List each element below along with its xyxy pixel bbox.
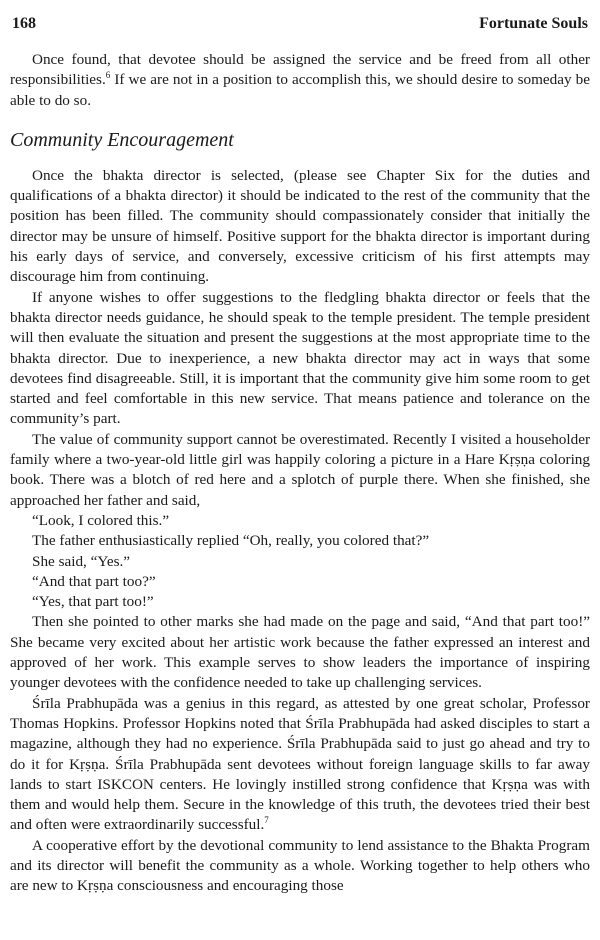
section-heading: Community Encouragement [10, 128, 234, 151]
body-paragraph: Once the bhakta director is selected, (please see Chapter Six for the duties and qualifications of a bhakta director) it should be indicated to the rest of the community that the position has been filled. The community should compassionately consider that initially the director may be unsure of himself. Positive support for the bhakta director is important during his early days of service, and conversely, excessive criticism of his first attempts may discourage him from continuing. [10, 166, 590, 286]
intro-paragraph [10, 50, 590, 111]
body-paragraph-text: Śrīla Prabhupāda was a genius in this regard, as attested by one great scholar, Professor Thomas Hopkins. Professor Hopkins noted that Śrīla Prabhupāda had asked disciples to start a magazine, although they had no experience. Śrīla Prabhupāda said to just go ahead and try to do it for Kṛṣṇa. Śrīla Prabhupāda sent devotees without foreign language skills to far away lands to start ISKCON centers. He lovingly instilled strong confidence that Kṛṣṇa was with them and would help them. Secure in the knowledge of this truth, the devotees tried their best and often were extraordinarily successful. [10, 694, 590, 834]
body-paragraph: If anyone wishes to offer suggestions to the fledgling bhakta director or feels that the bhakta director needs guidance, he should speak to the temple president. The temple president will then evaluate the situation and present the suggestions at the most appropriate time to the bhakta director. Due to inexperience, a new bhakta director may act in ways that some devotees find disagreeable. Still, it is important that the community give him some room to get started and feel comfortable in this new service. That means patience and tolerance on the community’s part. [10, 288, 590, 428]
body-paragraph [10, 694, 590, 836]
page-number: 168 [12, 15, 36, 32]
dialogue-line: “Look, I colored this.” [32, 511, 170, 529]
dialogue-line: “And that part too?” [32, 572, 156, 590]
footnote-marker: 7 [264, 815, 269, 826]
intro-text: Once found, that devotee should be assigned the service and be freed from all other responsibilities. [10, 51, 590, 89]
body-paragraph: A cooperative effort by the devotional community to lend assistance to the Bhakta Program and its director will benefit the community as a whole. Working together to help others who are new to Kṛṣṇa consciousness and encouraging those [10, 836, 590, 895]
running-header [10, 14, 590, 34]
dialogue-line: “Yes, that part too!” [32, 593, 154, 611]
intro-text-continued: If we are not in a position to accomplish this, we should desire to someday be able to do so. [10, 71, 590, 109]
dialogue-line: The father enthusiastically replied “Oh, really, you colored that?” [32, 532, 430, 550]
dialogue-line: She said, “Yes.” [32, 552, 131, 570]
body-paragraph: The value of community support cannot be overestimated. Recently I visited a householder family where a two-year-old little girl was happily coloring a picture in a Hare Kṛṣṇa coloring book. There was a blotch of red here and a splotch of purple there. When she finished, she approached her father and said, [10, 430, 590, 509]
body-paragraph: Then she pointed to other marks she had made on the page and said, “And that part too!” She became very excited about her artistic work because the father expressed an interest and approved of her work. This example serves to show leaders the importance of inspiring younger devotees with the confidence needed to take up challenging services. [10, 613, 590, 692]
footnote-marker: 6 [105, 70, 111, 81]
book-title: Fortunate Souls [479, 15, 588, 32]
